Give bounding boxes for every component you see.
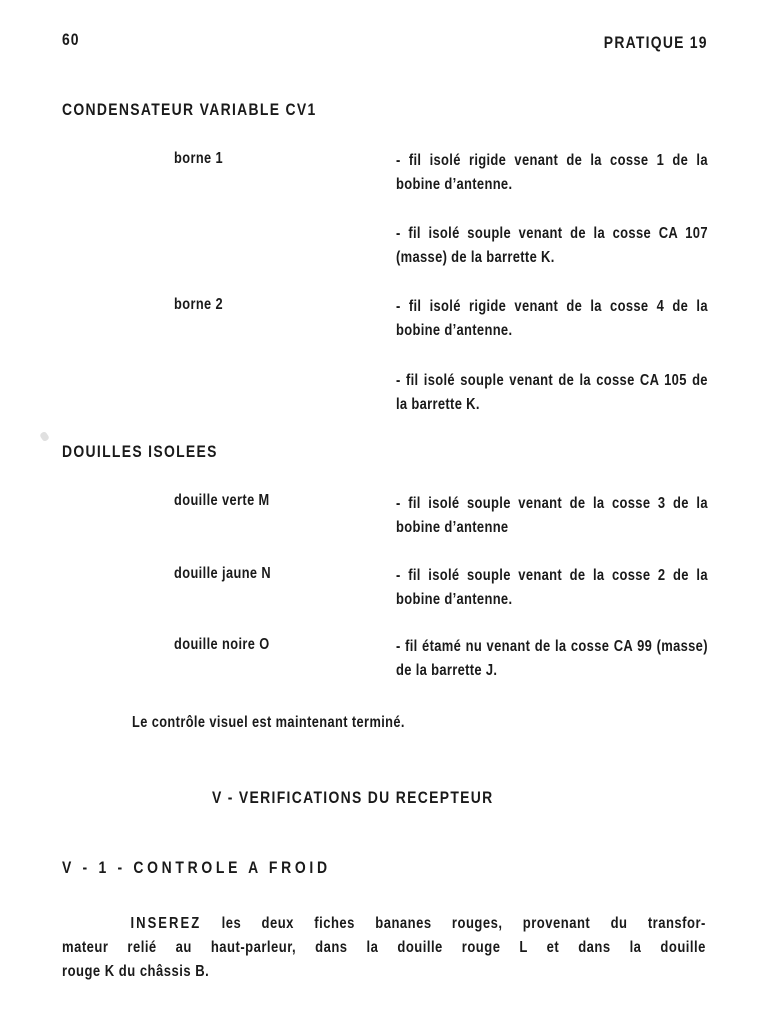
running-title: PRATIQUE 19 xyxy=(604,33,708,52)
instruction-line-3: rouge K du châssis B. xyxy=(62,963,210,980)
conclusion-text: Le contrôle visuel est maintenant terminé. xyxy=(132,714,405,731)
item-label-borne-2: borne 2 xyxy=(174,296,224,313)
connection-borne-1-a: - fil isolé rigide venant de la cosse 1 de la bobine d’antenne. xyxy=(396,152,708,193)
connection-borne-1-b: - fil isolé souple venant de la cosse CA 107 (masse) de la barrette K. xyxy=(396,225,708,266)
scan-smudge xyxy=(39,431,50,442)
instruction-paragraph xyxy=(62,912,706,984)
instruction-line-2: mateur relié au haut-parleur, dans la douille rouge L et dans la douille xyxy=(62,939,706,956)
connection-douille-jaune: - fil isolé souple venant de la cosse 2 de la bobine d’antenne. xyxy=(396,567,708,608)
subsection-title: V - 1 - CONTROLE A FROID xyxy=(62,858,331,877)
section-title-douilles: DOUILLES ISOLEES xyxy=(62,442,218,461)
item-label-douille-jaune: douille jaune N xyxy=(174,565,272,582)
item-label-douille-noire: douille noire O xyxy=(174,636,270,653)
item-label-borne-1: borne 1 xyxy=(174,150,224,167)
item-label-douille-verte: douille verte M xyxy=(174,492,270,509)
chapter-title: V - VERIFICATIONS DU RECEPTEUR xyxy=(212,788,494,807)
instruction-lead-word: INSEREZ xyxy=(130,915,202,932)
page-number: 60 xyxy=(62,30,80,49)
connection-douille-verte: - fil isolé souple venant de la cosse 3 de la bobine d’antenne xyxy=(396,495,708,536)
section-title-condensateur: CONDENSATEUR VARIABLE CV1 xyxy=(62,100,317,119)
instruction-line-1: les deux fiches bananes rouges, provenant du transfor- xyxy=(201,915,706,932)
connection-borne-2-a: - fil isolé rigide venant de la cosse 4 de la bobine d’antenne. xyxy=(396,298,708,339)
connection-borne-2-b: - fil isolé souple venant de la cosse CA 105 de la barrette K. xyxy=(396,372,708,413)
connection-douille-noire: - fil étamé nu venant de la cosse CA 99 (masse) de la barrette J. xyxy=(396,638,708,679)
